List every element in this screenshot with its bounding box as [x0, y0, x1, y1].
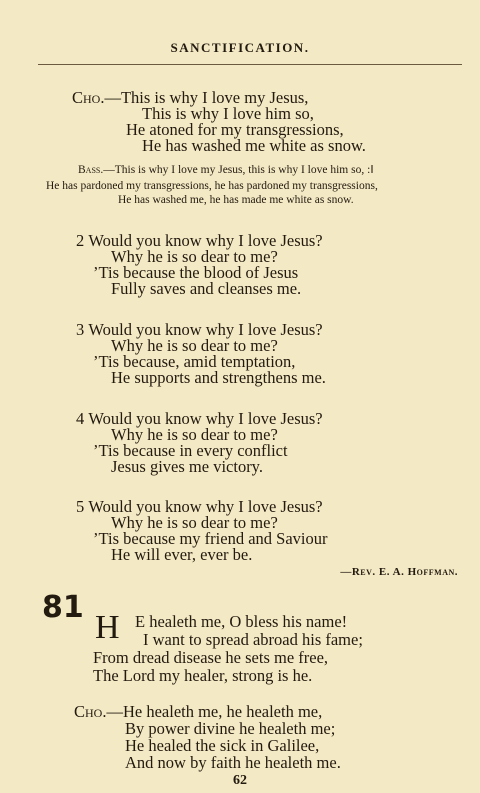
page-number: 62: [233, 773, 247, 788]
verse-5-line-3: ’Tis because my friend and Saviour: [93, 529, 328, 548]
verse-4-line-3: ’Tis because in every conflict: [93, 441, 288, 460]
verse-number: 2: [76, 231, 85, 250]
bass-line-2: He has pardoned my transgressions, he has pardoned my transgressions,: [46, 180, 378, 192]
chorus-label: Cho.: [72, 88, 105, 107]
chorus-text: —He healeth me, he healeth me,: [106, 702, 323, 721]
verse-number: 5: [76, 497, 85, 516]
header-rule: [38, 64, 462, 65]
verse-text: Would you know why I love Jesus?: [88, 320, 323, 339]
verse-number: 3: [76, 320, 85, 339]
chorus2-line-2: By power divine he healeth me;: [125, 719, 336, 738]
author-attribution: —Rev. E. A. Hoffman.: [340, 566, 458, 578]
bass-line-3: He has washed me, he has made me white as snow.: [118, 194, 354, 206]
chorus-line-4: He has washed me white as snow.: [142, 136, 366, 155]
verse-4-line-2: Why he is so dear to me?: [111, 425, 278, 444]
verse-5-line-2: Why he is so dear to me?: [111, 513, 278, 532]
bass-label: Bass.: [78, 164, 104, 176]
bass-text: —This is why I love my Jesus, this is why I love him so, :‖: [103, 164, 374, 176]
verse-text: Would you know why I love Jesus?: [88, 409, 323, 428]
chorus-line-3: He atoned for my transgressions,: [126, 120, 344, 139]
hymn-number: 81: [42, 590, 84, 625]
hymn-81-line-1: E healeth me, O bless his name!: [135, 612, 348, 631]
chorus2-line-4: And now by faith he healeth me.: [125, 753, 341, 772]
hymn-81-line-2: I want to spread abroad his fame;: [143, 630, 363, 649]
verse-text: Would you know why I love Jesus?: [88, 497, 323, 516]
verse-3-line-3: ’Tis because, amid temptation,: [93, 352, 296, 371]
chorus-line-2: This is why I love him so,: [142, 104, 314, 123]
verse-3-line-2: Why he is so dear to me?: [111, 336, 278, 355]
hymn-81-line-3: From dread disease he sets me free,: [93, 648, 329, 667]
hymn-81-line-4: The Lord my healer, strong is he.: [93, 666, 313, 685]
verse-3-line-4: He supports and strengthens me.: [111, 368, 326, 387]
page-header: SANCTIFICATION.: [170, 40, 310, 55]
verse-4-line-4: Jesus gives me victory.: [111, 457, 263, 476]
drop-cap: H: [95, 609, 120, 646]
chorus2-line-3: He healed the sick in Galilee,: [125, 736, 320, 755]
chorus-label: Cho.: [74, 702, 107, 721]
verse-number: 4: [76, 409, 85, 428]
verse-text: Would you know why I love Jesus?: [88, 231, 323, 250]
verse-2-line-3: ’Tis because the blood of Jesus: [93, 263, 299, 282]
chorus-text: —This is why I love my Jesus,: [104, 88, 309, 107]
verse-5-line-4: He will ever, ever be.: [111, 545, 253, 564]
verse-2-line-2: Why he is so dear to me?: [111, 247, 278, 266]
bass-line-1: [78, 164, 374, 177]
verse-2-line-4: Fully saves and cleanses me.: [111, 279, 302, 298]
